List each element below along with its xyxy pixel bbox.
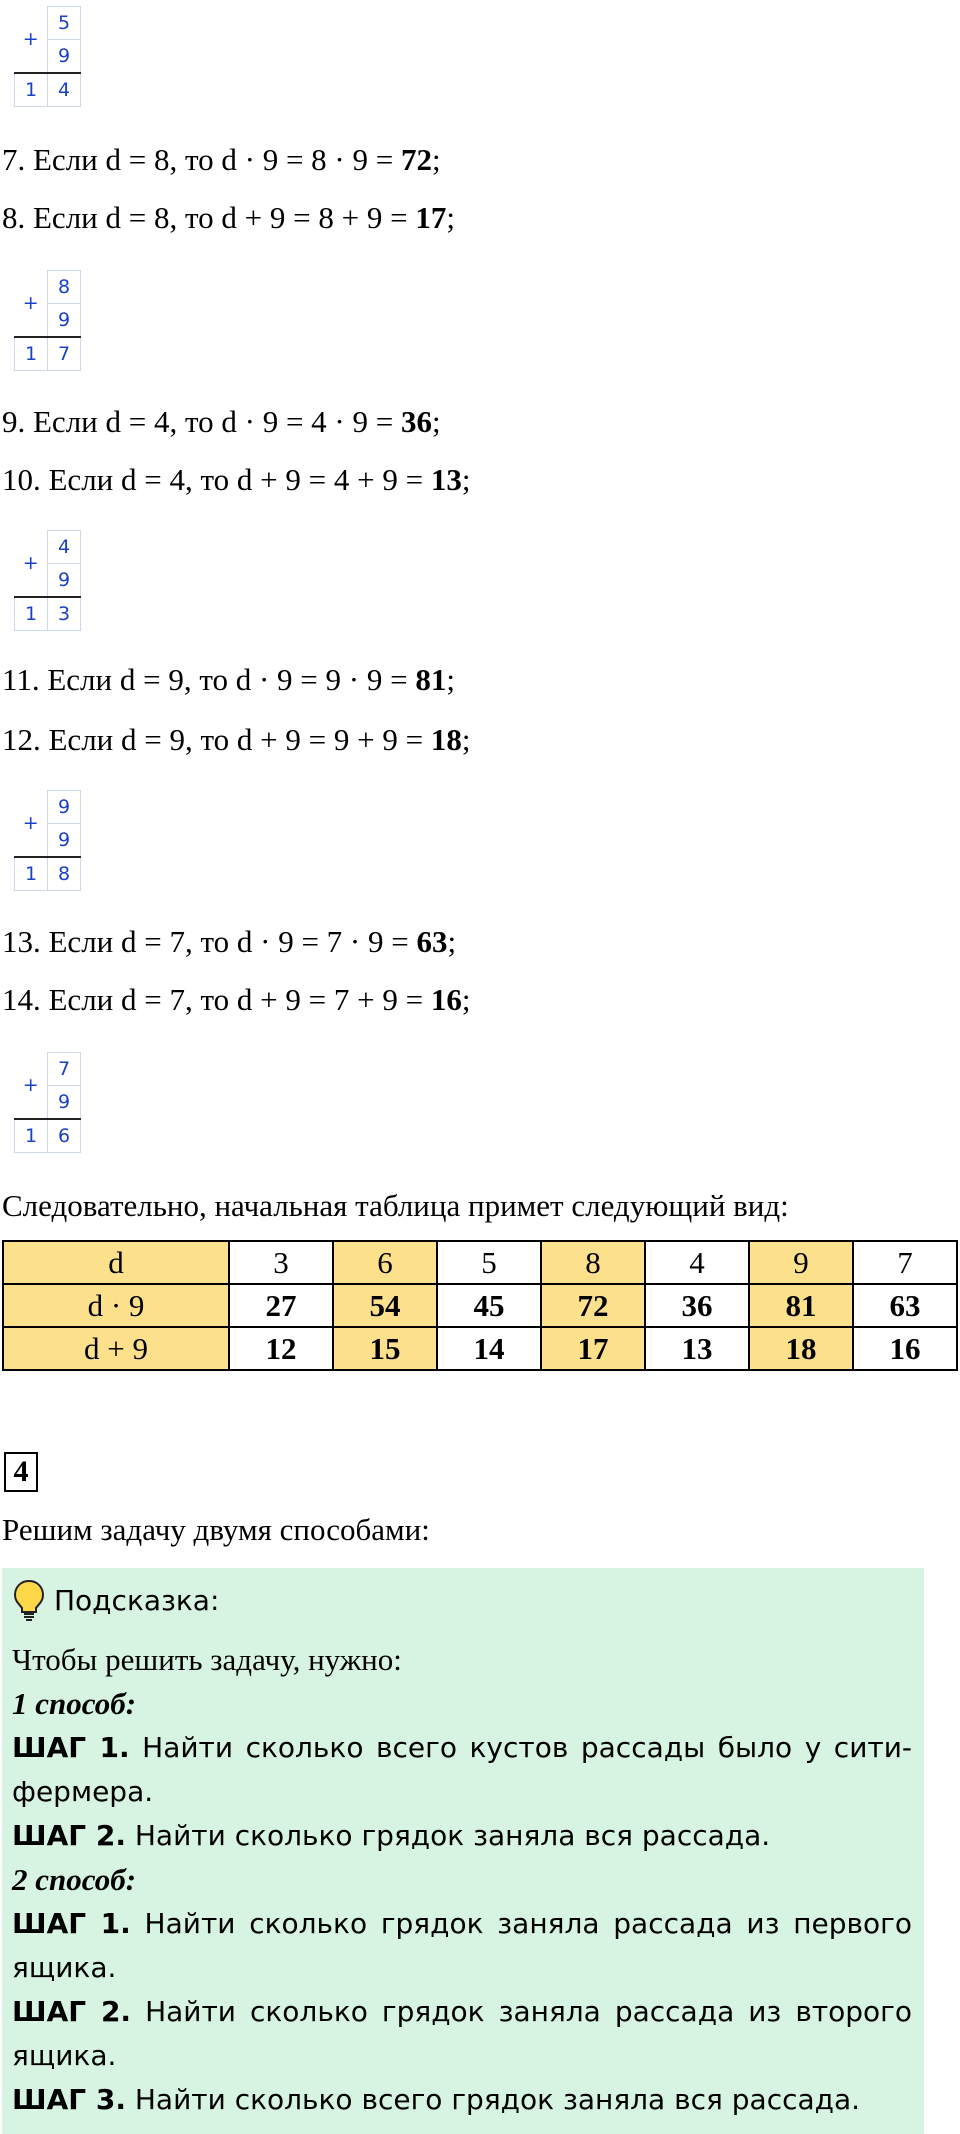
table-cell: 54 <box>333 1284 437 1327</box>
plus-sign: + <box>15 271 48 338</box>
plus-sign: + <box>15 791 48 858</box>
sum-digit: 1 <box>15 337 48 371</box>
column-addition <box>14 270 81 371</box>
table-cell: 15 <box>333 1327 437 1370</box>
addend-1: 5 <box>48 7 81 40</box>
step: ШАГ 1. Найти сколько грядок заняла рассада из первого ящика. <box>12 1907 912 1984</box>
solution-line: 13. Если d = 7, то d · 9 = 7 · 9 = 63; <box>2 924 457 959</box>
table-cell: 14 <box>437 1327 541 1370</box>
plus-sign: + <box>15 531 48 598</box>
sum-digit: 1 <box>15 73 48 107</box>
solution-line: 10. Если d = 4, то d + 9 = 4 + 9 = 13; <box>2 462 471 497</box>
solution-line: 9. Если d = 4, то d · 9 = 4 · 9 = 36; <box>2 404 441 439</box>
table-cell: 16 <box>853 1327 957 1370</box>
row-header: d <box>3 1241 229 1284</box>
step: ШАГ 2. Найти сколько грядок заняла рассада из второго ящика. <box>12 1995 913 2072</box>
addend-2: 9 <box>48 564 81 598</box>
table-cell: 81 <box>749 1284 853 1327</box>
table-cell: 27 <box>229 1284 333 1327</box>
sum-digit: 1 <box>15 597 48 631</box>
table-cell: 8 <box>541 1241 645 1284</box>
sum-digit: 1 <box>15 1119 48 1153</box>
column-addition <box>14 530 81 631</box>
plus-sign: + <box>15 7 48 74</box>
table-cell: 63 <box>853 1284 957 1327</box>
step: ШАГ 3. Найти сколько всего грядок заняла вся рассада. <box>12 2083 861 2116</box>
sum-digit: 6 <box>48 1119 81 1153</box>
method-heading: 2 способ: <box>12 1862 137 1897</box>
addend-2: 9 <box>48 824 81 858</box>
sum-digit: 3 <box>48 597 81 631</box>
table-cell: 9 <box>749 1241 853 1284</box>
sum-digit: 4 <box>48 73 81 107</box>
column-addition <box>14 6 81 107</box>
addend-1: 9 <box>48 791 81 824</box>
hint-title: Подсказка: <box>54 1583 220 1617</box>
hint-box <box>2 1568 924 2134</box>
intro-text: Решим задачу двумя способами: <box>2 1512 430 1547</box>
step: ШАГ 2. Найти сколько грядок заняла вся рассада. <box>12 1819 771 1852</box>
solution-line: 7. Если d = 8, то d · 9 = 8 · 9 = 72; <box>2 142 441 177</box>
solution-line: 11. Если d = 9, то d · 9 = 9 · 9 = 81; <box>2 662 455 697</box>
table-cell: 72 <box>541 1284 645 1327</box>
step: ШАГ 1. Найти сколько всего кустов рассады было у сити-фермера. <box>12 1731 912 1808</box>
hint-body <box>12 1638 912 2122</box>
hint-lead: Чтобы решить задачу, нужно: <box>12 1642 402 1677</box>
addend-1: 7 <box>48 1053 81 1086</box>
conclusion-text: Следовательно, начальная таблица примет следующий вид: <box>2 1188 789 1223</box>
sum-digit: 1 <box>15 857 48 891</box>
addend-2: 9 <box>48 40 81 74</box>
row-header: d + 9 <box>3 1327 229 1370</box>
column-addition <box>14 790 81 891</box>
sum-digit: 7 <box>48 337 81 371</box>
table-cell: 4 <box>645 1241 749 1284</box>
addend-2: 9 <box>48 304 81 338</box>
hint-header[interactable] <box>12 1578 219 1622</box>
table-cell: 18 <box>749 1327 853 1370</box>
table-cell: 17 <box>541 1327 645 1370</box>
table-cell: 5 <box>437 1241 541 1284</box>
result-table <box>2 1240 958 1371</box>
solution-line: 12. Если d = 9, то d + 9 = 9 + 9 = 18; <box>2 722 471 757</box>
method-heading: 1 способ: <box>12 1686 137 1721</box>
addend-1: 8 <box>48 271 81 304</box>
table-cell: 7 <box>853 1241 957 1284</box>
lightbulb-icon <box>12 1578 46 1622</box>
table-cell: 3 <box>229 1241 333 1284</box>
task-number: 4 <box>4 1452 38 1492</box>
table-cell: 45 <box>437 1284 541 1327</box>
row-header: d · 9 <box>3 1284 229 1327</box>
plus-sign: + <box>15 1053 48 1120</box>
table-cell: 13 <box>645 1327 749 1370</box>
sum-digit: 8 <box>48 857 81 891</box>
solution-line: 14. Если d = 7, то d + 9 = 7 + 9 = 16; <box>2 982 471 1017</box>
table-cell: 6 <box>333 1241 437 1284</box>
table-cell: 12 <box>229 1327 333 1370</box>
addend-2: 9 <box>48 1086 81 1120</box>
addend-1: 4 <box>48 531 81 564</box>
column-addition <box>14 1052 81 1153</box>
solution-line: 8. Если d = 8, то d + 9 = 8 + 9 = 17; <box>2 200 455 235</box>
table-cell: 36 <box>645 1284 749 1327</box>
